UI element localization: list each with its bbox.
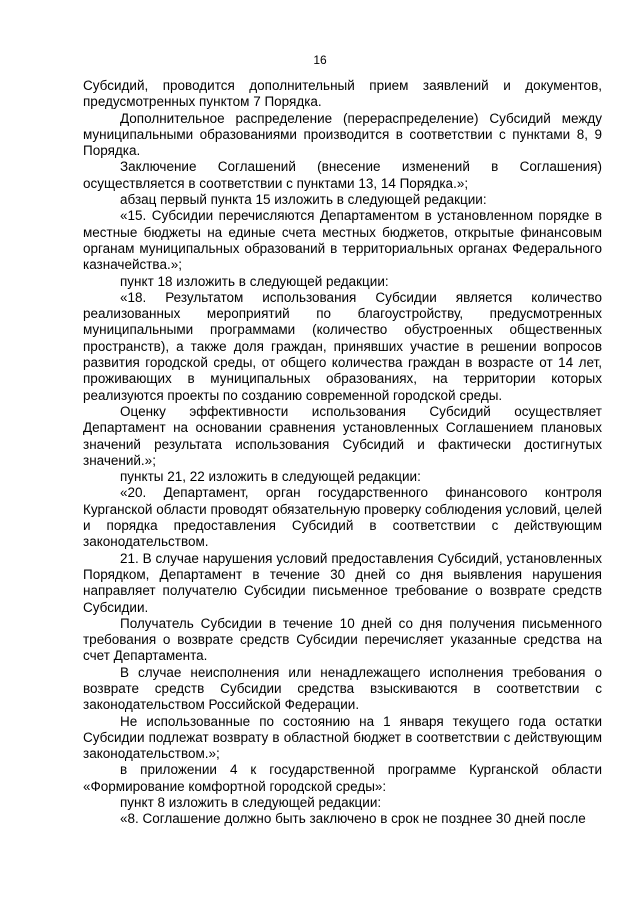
paragraph: пункты 21, 22 изложить в следующей редакции: (120, 469, 421, 485)
paragraph: «15. Субсидии перечисляются Департаментом в установленном порядке в местные бюджеты на единые счета местных бюджетов, открытые финансовым органам муниципальных образований в территориальных органах Федерального казначейства.»; (83, 208, 602, 273)
paragraph: Заключение Соглашений (внесение изменений в Соглашения) осуществляется в соответствии с пунктами 13, 14 Порядка.»; (83, 159, 602, 191)
paragraph: Субсидий, проводится дополнительный прием заявлений и документов, предусмотренных пунктом 7 Порядка. (83, 78, 602, 110)
paragraph: Оценку эффективности использования Субсидий осуществляет Департамент на основании сравнения установленных Соглашением плановых значений результата использования Субсидий и фактически достигнутых значений.»; (83, 403, 602, 468)
paragraph: абзац первый пункта 15 изложить в следующей редакции: (120, 192, 487, 208)
paragraph: «18. Результатом использования Субсидии является количество реализованных мероприятий по благоустройству, предусмотренных муниципальными программами (количество обустроенных общественных пространств), а также доля граждан, принявших участие в решении вопросов развития городской среды, от общего количества граждан в возрасте от 14 лет, проживающих в муниципальных образованиях, на территории которых реализуются проекты по созданию современной городской среды. (83, 289, 602, 403)
paragraph: пункт 18 изложить в следующей редакции: (120, 273, 389, 289)
page-number: 16 (313, 53, 327, 67)
paragraph: Не использованные по состоянию на 1 января текущего года остатки Субсидии подлежат возврату в областной бюджет в соответствии с действующим законодательством.»; (83, 713, 602, 762)
paragraph: В случае неисполнения или ненадлежащего исполнения требования о возврате средств Субсидии средства взыскиваются в соответствии с законодательством Российской Федерации. (83, 664, 602, 713)
paragraph: Дополнительное распределение (перераспределение) Субсидий между муниципальными образованиями производится в соответствии с пунктами 8, 9 Порядка. (83, 110, 602, 159)
paragraph: 21. В случае нарушения условий предоставления Субсидий, установленных Порядком, Департамент в течение 30 дней со дня выявления нарушения направляет получателю Субсидии письменное требование о возврате средств Субсидии. (83, 550, 602, 615)
paragraph: в приложении 4 к государственной программе Курганской области «Формирование комфортной городской среды»: (83, 762, 602, 794)
paragraph: Получатель Субсидии в течение 10 дней со дня получения письменного требования о возврате средств Субсидии перечисляет указанные средства на счет Департамента. (83, 615, 602, 664)
paragraph: пункт 8 изложить в следующей редакции: (120, 795, 382, 811)
paragraph: «8. Соглашение должно быть заключено в срок не позднее 30 дней после (120, 811, 586, 827)
document-body (83, 78, 602, 828)
paragraph: «20. Департамент, орган государственного финансового контроля Курганской области проводят обязательную проверку соблюдения условий, целей и порядка предоставления Субсидий в соответствии с действующим законодательством. (83, 485, 602, 550)
